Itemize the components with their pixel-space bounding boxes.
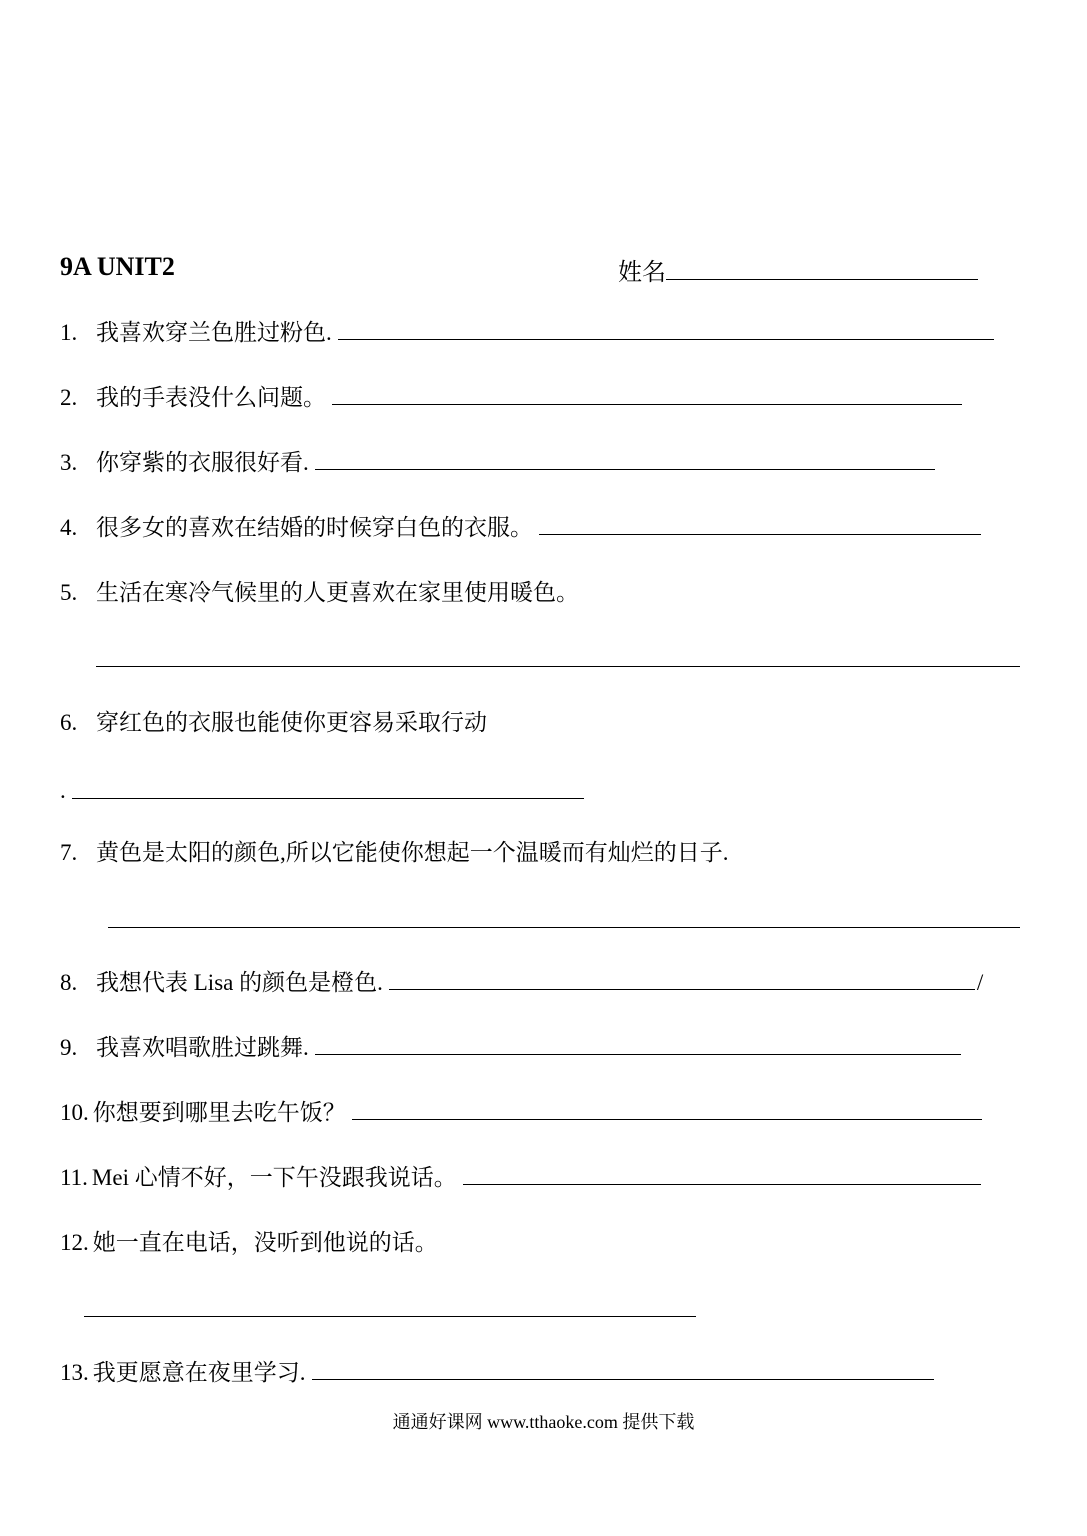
answer-line[interactable] (332, 384, 962, 405)
question-5 (60, 578, 579, 608)
question-text: Mei 心情不好，一下午没跟我说话。 (91, 1165, 457, 1190)
name-label: 姓名 (618, 260, 666, 286)
question-text: 我的手表没什么问题。 (96, 385, 326, 410)
question-number: 12. (60, 1230, 89, 1255)
question-3 (60, 448, 935, 478)
answer-line[interactable] (539, 514, 981, 535)
question-12 (60, 1228, 438, 1258)
question-number: 1. (60, 320, 78, 345)
question-number: 6. (60, 710, 78, 735)
name-answer-line[interactable] (666, 257, 978, 280)
name-field (618, 252, 978, 287)
question-text: 我更愿意在夜里学习. (92, 1360, 306, 1385)
question-number: 11. (60, 1165, 88, 1190)
footer-credit: 通通好课网 www.tthaoke.com 提供下载 (392, 1412, 695, 1432)
question-text: 很多女的喜欢在结婚的时候穿白色的衣服。 (96, 515, 533, 540)
answer-line[interactable] (463, 1164, 981, 1185)
question-number: 3. (60, 450, 78, 475)
answer-line-7[interactable] (108, 927, 1020, 928)
question-11 (60, 1163, 981, 1193)
answer-line[interactable] (389, 969, 975, 990)
question-text: 她一直在电话，没听到他说的话。 (92, 1230, 438, 1255)
question-8 (60, 968, 983, 998)
question-number: 7. (60, 840, 78, 865)
question-number: 8. (60, 970, 78, 995)
question-number: 4. (60, 515, 78, 540)
question-number: 2. (60, 385, 78, 410)
question-text: 我想代表 Lisa 的颜色是橙色. (96, 970, 383, 995)
answer-line-12[interactable] (84, 1316, 696, 1317)
question-text: 你穿紫的衣服很好看. (96, 450, 309, 475)
question-2 (60, 383, 962, 413)
question-text: 我喜欢穿兰色胜过粉色. (96, 320, 332, 345)
question-text: 黄色是太阳的颜色,所以它能使你想起一个温暖而有灿烂的日子. (96, 840, 729, 865)
question-10 (60, 1098, 982, 1128)
answer-line[interactable] (315, 1034, 961, 1055)
question-text: 穿红色的衣服也能使你更容易采取行动 (96, 710, 487, 735)
question-text: 我喜欢唱歌胜过跳舞. (96, 1035, 309, 1060)
question-1 (60, 318, 994, 348)
answer-line[interactable] (338, 319, 994, 340)
question-number: 13. (60, 1360, 89, 1385)
worksheet-title: 9A UNIT2 (60, 252, 175, 281)
answer-line[interactable] (315, 449, 935, 470)
answer-line[interactable] (312, 1359, 934, 1380)
question-7 (60, 838, 729, 868)
question-9 (60, 1033, 961, 1063)
question-13 (60, 1358, 934, 1388)
question-text: 你想要到哪里去吃午饭？ (92, 1100, 346, 1125)
question-number: 10. (60, 1100, 89, 1125)
answer-line[interactable] (352, 1099, 982, 1120)
question-4 (60, 513, 981, 543)
answer-line-6[interactable] (72, 798, 584, 799)
question-6 (60, 708, 487, 738)
question-text: 生活在寒冷气候里的人更喜欢在家里使用暖色。 (96, 580, 579, 605)
question-number: 5. (60, 580, 78, 605)
answer-line-5[interactable] (96, 666, 1020, 667)
question-number: 9. (60, 1035, 78, 1060)
answer-prefix-dot: . (60, 778, 66, 803)
answer-slash: / (976, 970, 984, 995)
